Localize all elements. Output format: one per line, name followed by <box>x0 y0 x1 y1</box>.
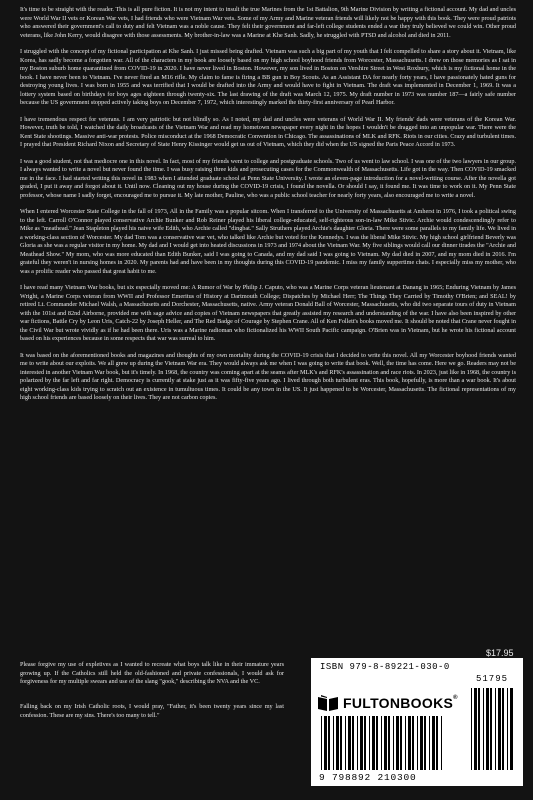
barcode-bar <box>393 716 394 770</box>
barcode-bar <box>405 716 406 770</box>
barcode-bar <box>328 716 330 770</box>
barcode-bar <box>336 716 339 770</box>
price-label: $17.95 <box>486 648 514 658</box>
barcode-bar <box>348 716 351 770</box>
ean-barcode <box>321 716 442 770</box>
barcode-bar <box>510 688 513 770</box>
barcode-bar <box>352 716 354 770</box>
barcode-panel <box>311 658 523 786</box>
barcode-bar <box>495 688 496 770</box>
blurb-paragraph-6: I have read many Vietnam War books, but six especially moved me: A Rumor of War by Philip J. Caputo, who was a Marine Corps veteran lieutenant at Danang in 1965; Enduring Vietnam by James Wright, a Marine Corps veteran from WWII and Professor Emeritus of History at Dartmouth College; Dispatches by Michael Herr; The Things They Carried by Timothy O'Brien; and SEAL! by retired Lt. Commander Michael Walsh, a Massachusetts and Dorchester, Massachusetts, native. Army veteran Donald Ball of Worcester, Massachusetts, who did two separate tours of duty in Vietnam with the 101st and 82nd Airborne, provided me with sage advice and copies of Vietnam newspapers that greatly assisted my research and understanding of the war. I have also been inspired by other war fictions, Battle Cry by Leon Uris, Catch-22 by Joseph Heller, and The Red Badge of Courage by Stephen Crane. All of Ken Follett's books moved me. It should be noted that Crane never fought in the Civil War but wrote vividly as if he had been there. Uris was a Marine radioman who fictionalized his WWII South Pacific campaign. O'Brien was in Vietnam, but he wrote his fictional account based on his experiences because in some respects that war was surreal to him. <box>20 284 516 342</box>
barcode-bar <box>424 716 426 770</box>
barcode-digits: 9 798892 210300 <box>319 772 417 783</box>
barcode-bar <box>417 716 418 770</box>
barcode-bar <box>400 716 402 770</box>
barcode-bar <box>432 716 435 770</box>
publisher-logo <box>317 694 458 712</box>
barcode-bar <box>364 716 366 770</box>
barcode-bar <box>360 716 363 770</box>
barcode-bar <box>420 716 423 770</box>
barcode-graphic <box>311 658 523 786</box>
barcode-bar <box>502 688 504 770</box>
blurb-paragraph-5: When I entered Worcester State College in the fall of 1973, All in the Family was a popular sitcom. When I transferred to the University of Massachusetts at Amherst in 1976, I took a political swing to the left. Carroll O'Connor played conservative Archie Bunker and Rob Reiner played his liberal college-educated, self-righteous son-in-law Mike Stivic. Archie would condescendingly refer to Mike as "meathead." Jean Stapleton played his naive wife Edith, who Archie called "dingbat." Sally Struthers played Archie's daughter Gloria. There were some parallels to my family life. We lived in a working-class section of Worcester. My dad Tom was a conservative war vet, who talked like Archie but voted for the Kennedys. I was the liberal Mike Stivic. My high school girlfriend Beverly was Gloria as she was a regular visitor in my home. My dad and I would get into heated discussions in 1973 and 1974 about the Vietnam War. My five siblings would call our dinner tirades the "Archie and Meathead Show." My mom, who was more educated than Edith Bunker, said I was going to Canada, and my dad said I was going to Vietnam. My dad died in 2007, and my mom died in 2016. I'm grateful they weren't in nursing homes in 2020. My parents had and have been in my thoughts during this COVID-19 pandemic. I miss my family suppertime chats. I especially miss my mother, who was a prolific reader who passed that great habit to me. <box>20 208 516 275</box>
blurb-paragraph-2: I struggled with the concept of my fictional participation at Khe Sanh. I just missed being drafted. Vietnam was such a big part of my youth that I felt compelled to share a story about it. Vietnam, like Korea, has sadly become a forgotten war. All of the characters in my book are loosely based on my high school boyhood friends from Worcester, Massachusetts. I drew on those memories as I sat in my Boston suburb home quarantined from COVID-19 in 2020. I have never lived in Boston. However, my son lived in Boston on Vershire Street in West Roxbury, which is my fictional home in the book. I have never been to Vietnam. I've never fired an M16 rifle. My claim to fame is firing a BB gun in Boy Scouts. As an Assistant DA for nearly forty years, I have passionately hated guns for destroying young lives. I was born in 1955 and was terrified that I would be drafted into the Army and would have to fight in Vietnam. The draft was implemented in December 1, 1969. It was a lottery system based on birthdays for boys ages eighteen through twenty-six. The last drawing of the draft was March 12, 1975. My draft number in 1973 was number 187—a fairly safe number because the US government stopped actively taking boys on December 7, 1972, which interestingly marked the thirty-first anniversary of Pearl Harbor. <box>20 48 516 106</box>
barcode-bar <box>376 716 378 770</box>
barcode-bar <box>471 688 472 770</box>
barcode-bar <box>388 716 390 770</box>
blurb-paragraph-7: It was based on the aforementioned books and magazines and thoughts of my own mortality during the COVID-19 crisis that I decided to write this novel. All my Worcester boyhood friends wanted me to write about our exploits. We all grew up during the Vietnam War era. They would always ask me when I was going to write that book. Well, the time has come. Here we go. Readers may not be interested in another Vietnam War book, but it's timely. In 1968, the country was coming apart at the seams after MLK's and RFK's assassination and race riots. In 2023, just like in 1968, the country is polarized by the far left and far right. Democracy is currently at stake just as it was fifty-five years ago. I lived through both turbulent eras. This book, hopefully, is more than a war book. It's about eight working-class kids trying to scratch out an existence in tumultuous times. It could be any town in the US. It just happened to be Worcester, Massachusetts. The fictional representations of my high school friends are based loosely on their lives. They are not carbon copies. <box>20 351 516 401</box>
barcode-bar <box>436 716 438 770</box>
barcode-bar <box>384 716 387 770</box>
barcode-bar <box>381 716 382 770</box>
barcode-bar <box>369 716 370 770</box>
barcode-bar <box>498 688 501 770</box>
publisher-name: FULTONBOOKS <box>343 695 454 711</box>
barcode-bar <box>396 716 399 770</box>
blurb-text <box>20 6 516 411</box>
barcode-bar <box>333 716 334 770</box>
barcode-bar <box>507 688 508 770</box>
blurb-paragraph-3: I have tremendous respect for veterans. I am very patriotic but not blindly so. As I noted, my dad and uncles were veterans of World War II. My friends' dads were veterans of the Korean War. However, truth be told, I watched the daily broadcasts of the Vietnam War and read my hometown newspaper every night in the hopes I wouldn't be dragged into an unpopular war. There were the Kent State shootings. Massive anti-war protests. Police misconduct at the 1968 Democratic Convention in Chicago. The assassinations of MLK and RFK. Riots in our cities. Crazy and turbulent times. I prayed that President Richard Nixon and Secretary of State Henry Kissinger would get us out of Vietnam, which they did when the US signed the Paris Peace Accord in 1973. <box>20 115 516 148</box>
barcode-bar <box>483 688 484 770</box>
barcode-bar <box>412 716 414 770</box>
blurb-paragraph-1: It's time to be straight with the reader. This is all pure fiction. It is not my intent to insult the true Marines from the 1st Battalion, 9th Marine Division by writing a fictional account. My dad and uncles were World War II vets or Korean War vets, I had friends who were Vietnam War vets. Some of my Army and Marine veteran friends will likely not be happy with this book. They were proud patriots who answered their government's call to duty and felt Vietnam was a noble cause. They felt their government and far-left college students ended a war they truly believed we could win. Other proud veterans, like John Kerry, would disagree with those assessments. My brother-in-law was a Marine at Khe Sanh. Sadly, he struggled with PTSD and alcohol and died in 2011. <box>20 6 516 39</box>
book-logo-icon <box>317 694 339 712</box>
addon-barcode <box>471 688 513 770</box>
barcode-bar <box>441 716 442 770</box>
isbn-label: ISBN 979-8-89221-030-0 <box>320 662 450 672</box>
barcode-bar <box>345 716 346 770</box>
barcode-bar <box>372 716 375 770</box>
confession-note: Falling back on my Irish Catholic roots, I would pray, "Father, it's been twenty years since my last confession. These are my sins. There's too many to tell." <box>20 703 284 719</box>
barcode-bar <box>486 688 489 770</box>
barcode-bar <box>429 716 430 770</box>
barcode-bar <box>478 688 480 770</box>
price-code: 51795 <box>476 674 509 684</box>
barcode-bar <box>490 688 492 770</box>
barcode-bar <box>357 716 358 770</box>
barcode-bar <box>474 688 477 770</box>
expletive-note: Please forgive my use of expletives as I wanted to recreate what boys talk like in their immature years growing up. If the Catholics still held the old-fashioned and private confessionals, I would ask for forgiveness for my multiple swears and use of the slang "gook," describing the NVA and the VC. <box>20 661 284 685</box>
blurb-paragraph-4: I was a good student, not that mediocre one in this novel. In fact, most of my friends went to college and postgraduate schools. Two of us went to law school. I was one of the two lawyers in our group. I always wanted to write a novel but never found the time. I was busy raising three kids and prosecuting cases for the Commonwealth of Massachusetts. Life got in the way. Then COVID-19 smacked me in the face. I had started writing this novel in 1983 when I attended graduate school at Penn State University. I wrote an eleven-page introduction for a novel-writing course. After the novella got graded, I put it away and forgot about it. Until now. Cleaning out my house during the COVID-19 crisis, I found the novella. Or should I say, it found me. It was time to work on it. My Penn State professor, whose name I sadly forget, encouraged me to pursue it. My late mother, Pauline, who was a public school teacher for nearly forty years, also encouraged me to write a novel. <box>20 157 516 199</box>
publisher-registered-mark: ® <box>453 695 458 701</box>
barcode-bar <box>324 716 327 770</box>
barcode-bar <box>408 716 411 770</box>
barcode-bar <box>340 716 342 770</box>
barcode-bar <box>321 716 322 770</box>
